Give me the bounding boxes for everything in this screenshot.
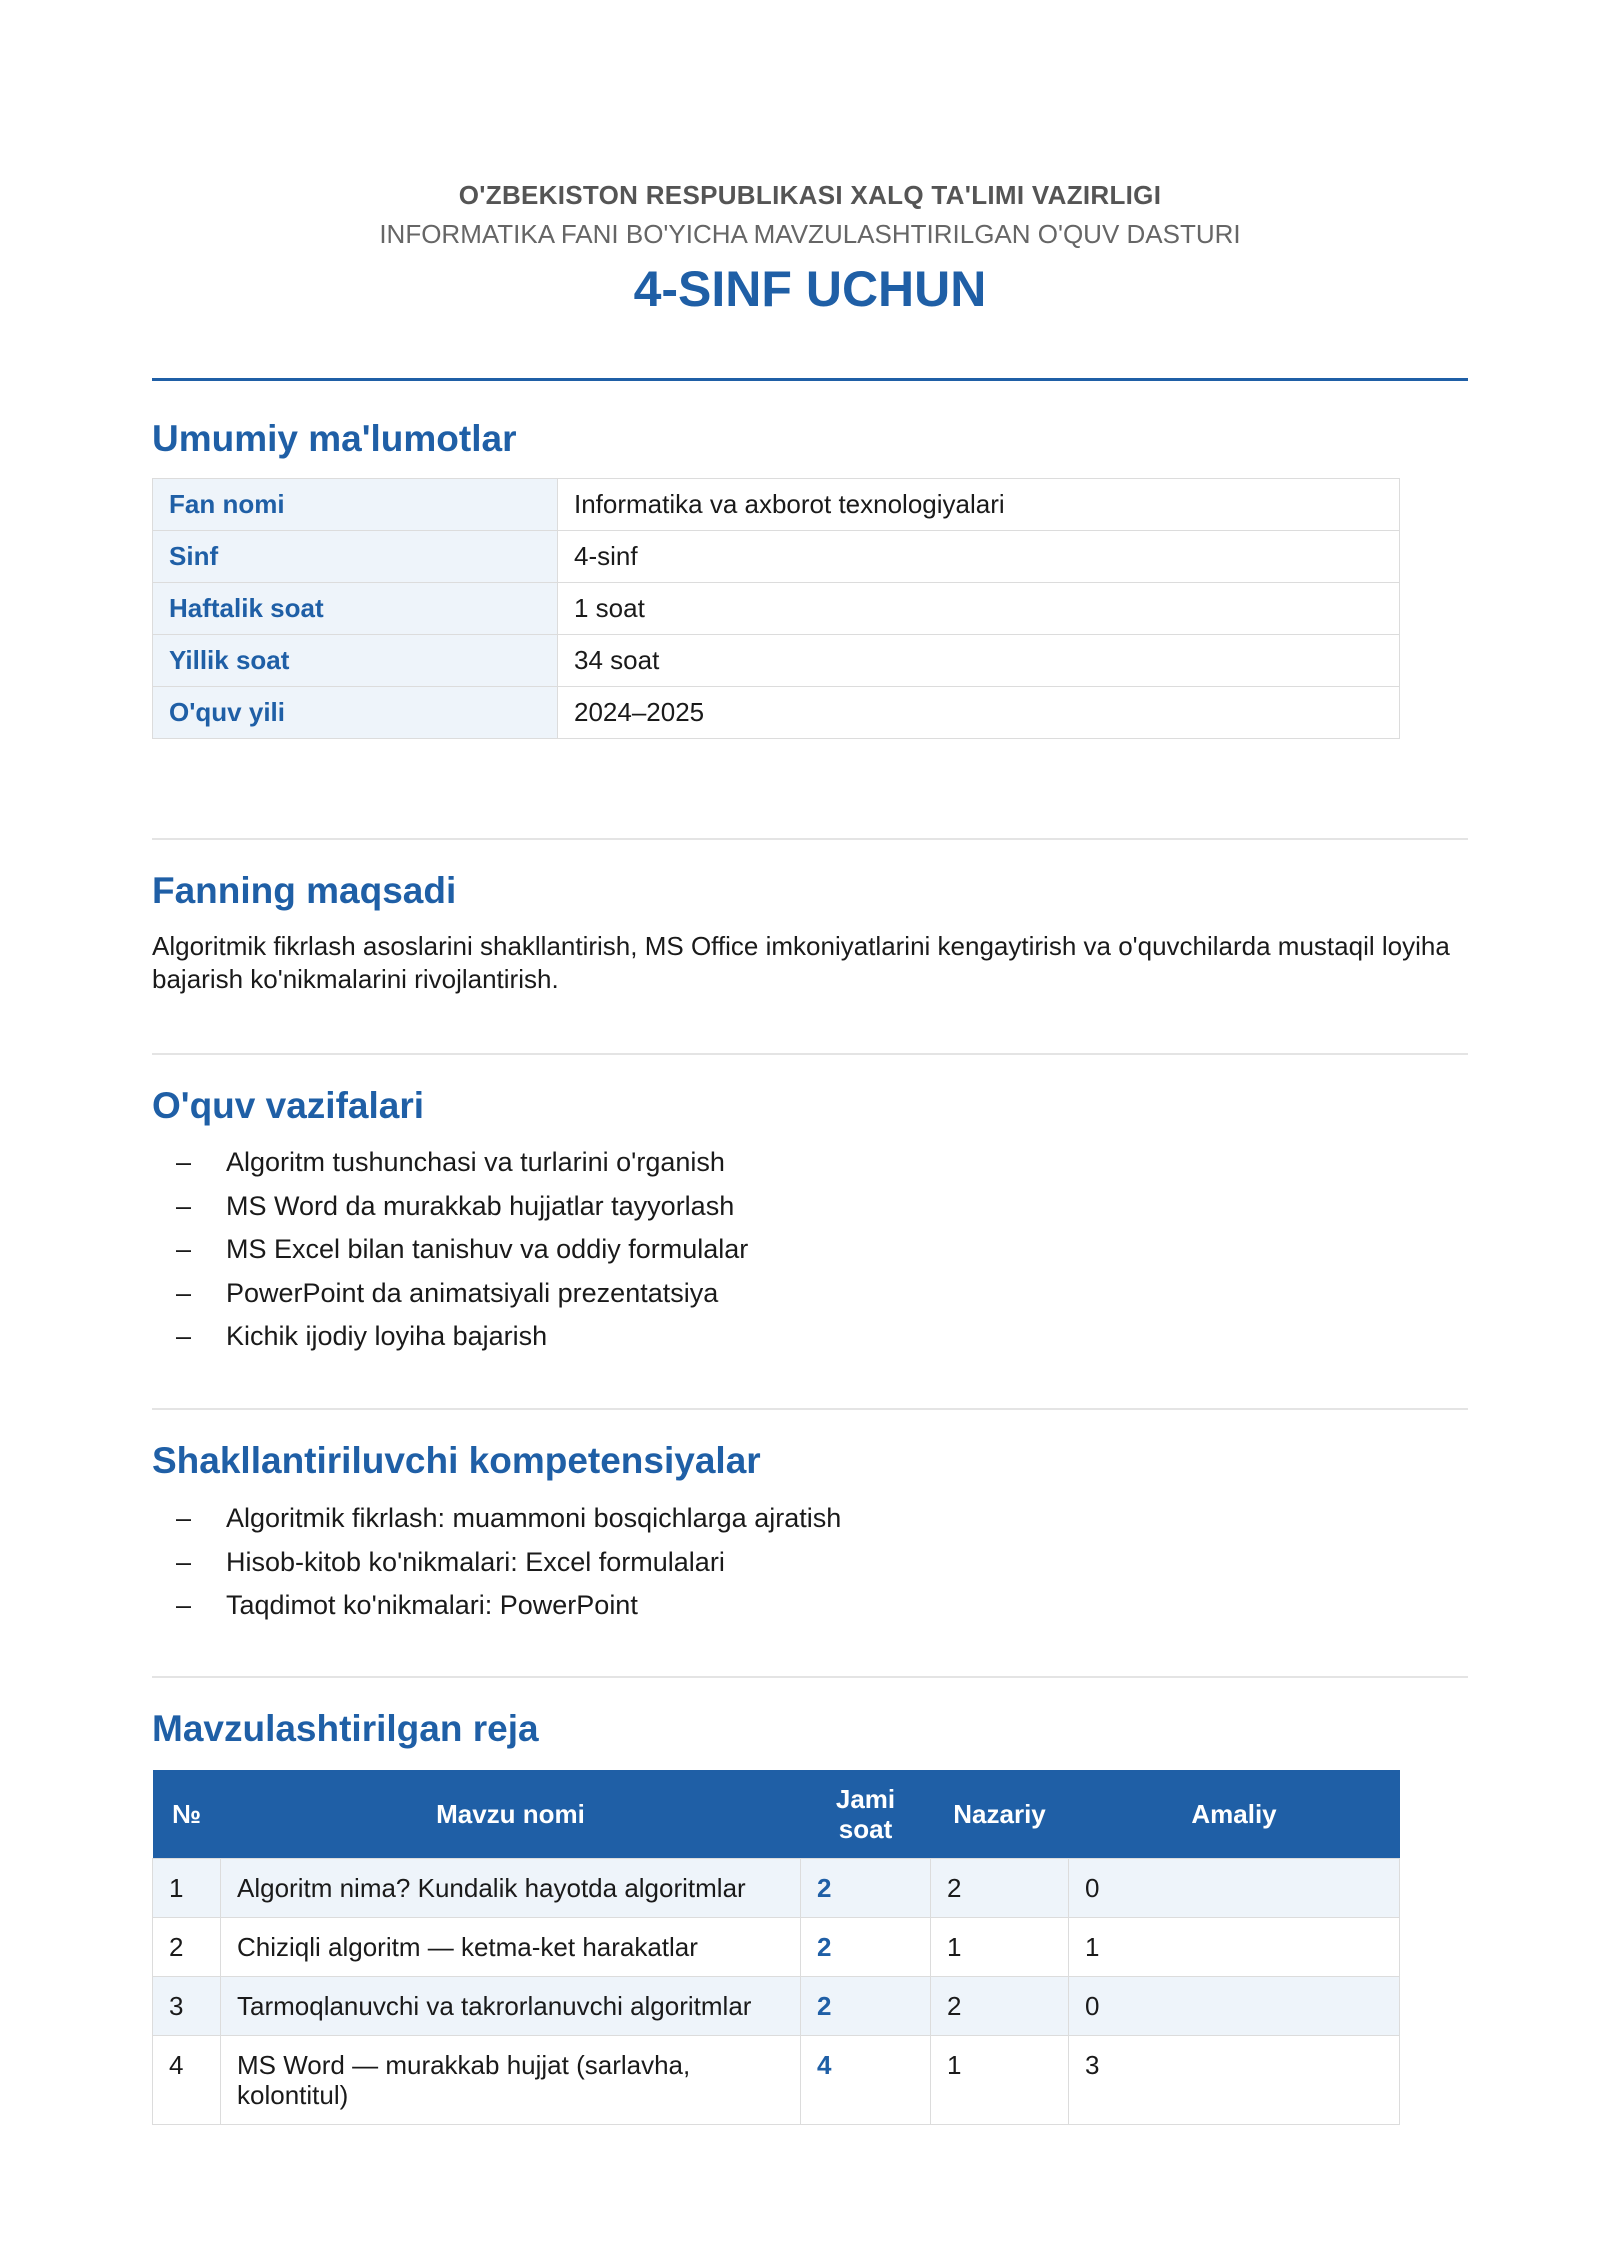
- info-value: 2024–2025: [558, 687, 1400, 739]
- info-row: [153, 583, 1400, 635]
- grade-title: 4-SINF UCHUN: [633, 261, 987, 317]
- tasks-list: [152, 1141, 1468, 1359]
- info-key: Fan nomi: [153, 479, 558, 531]
- list-item-text: Algoritmik fikrlash: muammoni bosqichlarga ajratish: [226, 1503, 842, 1533]
- general-info-table: [152, 478, 1400, 739]
- list-item-text: MS Excel bilan tanishuv va oddiy formulalar: [226, 1234, 749, 1264]
- cell-total-hours: 4: [801, 2036, 931, 2125]
- cell-total-hours: 2: [801, 1977, 931, 2036]
- col-total-hours: Jami soat: [801, 1770, 931, 1859]
- info-row: [153, 479, 1400, 531]
- col-number: №: [153, 1770, 221, 1859]
- goal-heading: Fanning maqsadi: [152, 870, 457, 911]
- plan-header-row: [153, 1770, 1400, 1859]
- list-item: – Kichik ijodiy loyiha bajarish: [176, 1321, 548, 1351]
- list-item: – MS Word da murakkab hujjatlar tayyorlash: [176, 1190, 735, 1221]
- info-key: Haftalik soat: [153, 583, 558, 635]
- col-topic: Mavzu nomi: [221, 1770, 801, 1859]
- info-key: O'quv yili: [153, 687, 558, 739]
- info-row: [153, 635, 1400, 687]
- cell-number: 1: [153, 1859, 221, 1918]
- list-item-text: Hisob-kitob ko'nikmalari: Excel formulalari: [226, 1546, 725, 1577]
- section-divider: [152, 1408, 1468, 1410]
- info-value: 4-sinf: [558, 531, 1400, 583]
- list-item: – Algoritm tushunchasi va turlarini o'rganish: [176, 1147, 725, 1177]
- info-value: 1 soat: [558, 583, 1400, 635]
- competencies-heading: Shakllantiriluvchi kompetensiyalar: [152, 1440, 761, 1481]
- cell-practice: 3: [1069, 2036, 1400, 2125]
- list-item-text: Taqdimot ko'nikmalari: PowerPoint: [226, 1590, 638, 1620]
- cell-topic: Tarmoqlanuvchi va takrorlanuvchi algoritmlar: [221, 1977, 801, 2036]
- table-row: [153, 2036, 1400, 2125]
- list-item-text: MS Word da murakkab hujjatlar tayyorlash: [226, 1190, 735, 1221]
- goal-text: Algoritmik fikrlash asoslarini shakllantirish, MS Office imkoniyatlarini kengaytirish va o'quvchilarda mustaqil loyiha bajarish ko'nikmalarini rivojlantirish.: [152, 931, 1450, 994]
- info-key: Sinf: [153, 531, 558, 583]
- info-row: [153, 687, 1400, 739]
- cell-practice: 1: [1069, 1918, 1400, 1977]
- list-item-text: PowerPoint da animatsiyali prezentatsiya: [226, 1277, 719, 1308]
- info-value: Informatika va axborot texnologiyalari: [558, 479, 1400, 531]
- info-value: 34 soat: [558, 635, 1400, 687]
- general-info-heading: Umumiy ma'lumotlar: [152, 418, 517, 459]
- cell-number: 4: [153, 2036, 221, 2125]
- cell-practice: 0: [1069, 1859, 1400, 1918]
- cell-theory: 2: [931, 1977, 1069, 2036]
- header-divider: [152, 378, 1468, 381]
- info-row: [153, 531, 1400, 583]
- competencies-list: [152, 1497, 1468, 1628]
- plan-table: [152, 1770, 1400, 2125]
- list-item: – Hisob-kitob ko'nikmalari: Excel formulalari: [176, 1546, 725, 1577]
- cell-topic: Algoritm nima? Kundalik hayotda algoritmlar: [221, 1859, 801, 1918]
- list-item: – Taqdimot ko'nikmalari: PowerPoint: [176, 1590, 638, 1620]
- col-practice: Amaliy: [1069, 1770, 1400, 1859]
- list-item: – Algoritmik fikrlash: muammoni bosqichlarga ajratish: [176, 1503, 842, 1533]
- table-row: [153, 1918, 1400, 1977]
- ministry-title: O'ZBEKISTON RESPUBLIKASI XALQ TA'LIMI VAZIRLIGI: [458, 180, 1162, 210]
- section-divider: [152, 838, 1468, 840]
- cell-number: 2: [153, 1918, 221, 1977]
- program-title: INFORMATIKA FANI BO'YICHA MAVZULASHTIRILGAN O'QUV DASTURI: [379, 219, 1241, 249]
- list-item-text: Kichik ijodiy loyiha bajarish: [226, 1321, 548, 1351]
- section-divider: [152, 1676, 1468, 1678]
- cell-practice: 0: [1069, 1977, 1400, 2036]
- list-item-text: Algoritm tushunchasi va turlarini o'rganish: [226, 1147, 725, 1177]
- cell-total-hours: 2: [801, 1859, 931, 1918]
- cell-number: 3: [153, 1977, 221, 2036]
- list-item: – PowerPoint da animatsiyali prezentatsiya: [176, 1277, 719, 1308]
- list-item: – MS Excel bilan tanishuv va oddiy formulalar: [176, 1234, 749, 1264]
- cell-topic: MS Word — murakkab hujjat (sarlavha, kolontitul): [221, 2036, 801, 2125]
- tasks-heading: O'quv vazifalari: [152, 1085, 425, 1126]
- table-row: [153, 1859, 1400, 1918]
- cell-theory: 1: [931, 1918, 1069, 1977]
- cell-total-hours: 2: [801, 1918, 931, 1977]
- cell-theory: 1: [931, 2036, 1069, 2125]
- table-row: [153, 1977, 1400, 2036]
- col-theory: Nazariy: [931, 1770, 1069, 1859]
- cell-topic: Chiziqli algoritm — ketma-ket harakatlar: [221, 1918, 801, 1977]
- cell-theory: 2: [931, 1859, 1069, 1918]
- info-key: Yillik soat: [153, 635, 558, 687]
- section-divider: [152, 1053, 1468, 1055]
- plan-heading: Mavzulashtirilgan reja: [152, 1708, 539, 1749]
